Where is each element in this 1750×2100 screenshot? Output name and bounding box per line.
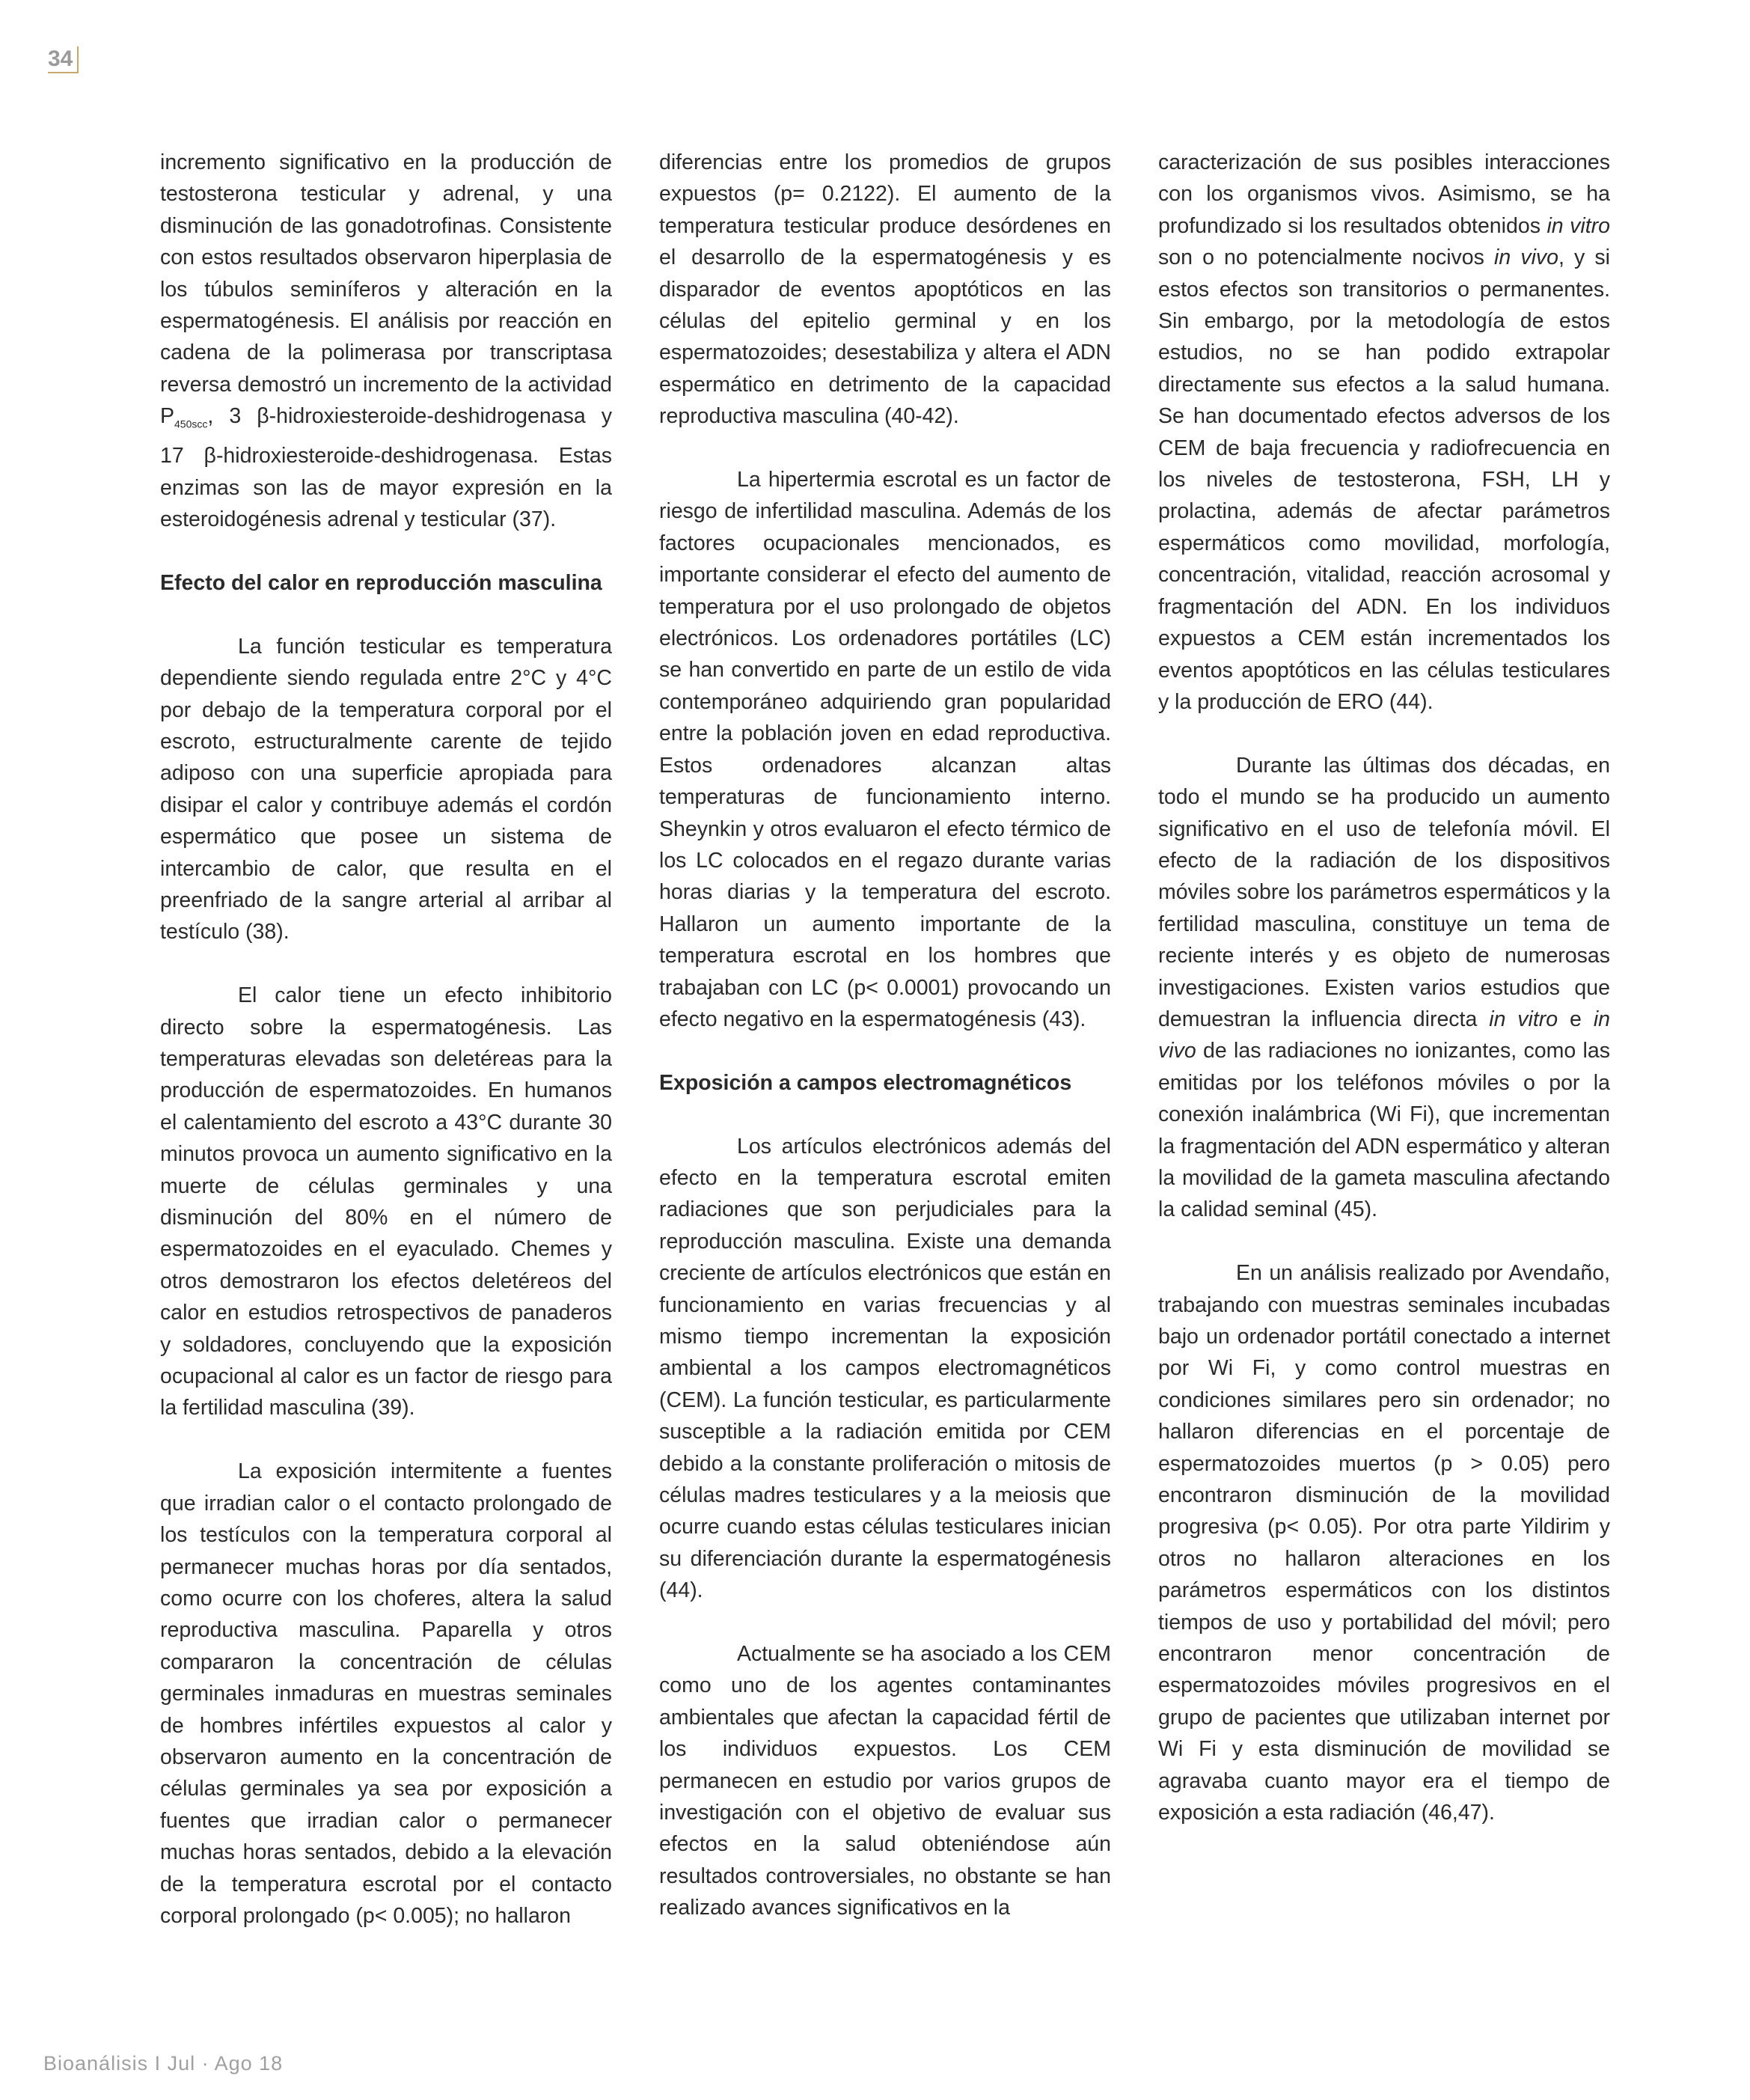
paragraph: diferencias entre los promedios de grupos expuestos (p= 0.2122). El aumento de la temperatura testicular produce desórdenes en el desarrollo de la espermatogénesis y es disparador de eventos apoptóticos en las células del epitelio germinal y en los espermatozoides; desestabiliza y altera el ADN espermático en detrimento de la capacidad reproductiva masculina (40-42). [659, 150, 1111, 429]
text-column-3 [1158, 147, 1610, 1829]
italic-term: in vitro [1489, 1007, 1558, 1031]
paragraph-text: de las radiaciones no ionizantes, como las emitidas por los teléfonos móviles o por la conexión inalámbrica (Wi Fi), que incrementan la fragmentación del ADN espermático y alteran la movilidad de la gameta masculina afectando la calidad seminal (45). [1158, 1039, 1610, 1222]
paragraph: La exposición intermitente a fuentes que irradian calor o el contacto prolongado de los testículos con la temperatura corporal al permanecer muchas horas por día sentados, como ocurre con los choferes, altera la salud reproductiva masculina. Paparella y otros compararon la concentración de células germinales inmaduras en muestras seminales de hombres infértiles expuestos al calor y observaron aumento en la concentración de células germinales ya sea por exposición a fuentes que irradian calor o permanecer muchas horas sentados, debido a la elevación de la temperatura escrotal por el contacto corporal prolongado (p< 0.005); no hallaron [160, 1459, 612, 1928]
paragraph: La hipertermia escrotal es un factor de riesgo de infertilidad masculina. Además de los factores ocupacionales mencionados, es importante considerar el efecto del aumento de temperatura por el uso prolongado de objetos electrónicos. Los ordenadores portátiles (LC) se han convertido en parte de un estilo de vida contemporáneo adquiriendo gran popularidad entre la población joven en edad reproductiva. Estos ordenadores alcanzan altas temperaturas de funcionamiento interno. Sheynkin y otros evaluaron el efecto térmico de los LC colocados en el regazo durante varias horas diarias y la temperatura del escroto. Hallaron un aumento importante de la temperatura escrotal en los hombres que trabajaban con LC (p< 0.0001) provocando un efecto negativo en la espermatogénesis (43). [659, 468, 1111, 1031]
paragraph-text: , 3 β-hidroxiesteroide-deshidrogenasa y 17 β-hidroxiesteroide-deshidrogenasa. Estas enzimas son las de mayor expresión en la esteroidogénesis adrenal y testicular (37). [160, 404, 612, 532]
paragraph-text: incremento significativo en la producción de testosterona testicular y adrenal, y una disminución de las gonadotrofinas. Consistente con estos resultados observaron hiperplasia de los túbulos seminíferos y alteración en la espermatogénesis. El análisis por reacción en cadena de la polimerasa por transcriptasa reversa demostró un incremento de la actividad P [160, 150, 612, 429]
section-heading: Efecto del calor en reproducción masculina [160, 570, 602, 595]
italic-term: in vitro [1546, 213, 1610, 238]
paragraph-text: caracterización de sus posibles interacciones con los organismos vivos. Asimismo, se ha profundizado si los resultados obtenidos [1158, 150, 1610, 238]
italic-term: in vivo [1494, 245, 1558, 270]
text-column-2 [659, 147, 1111, 1924]
paragraph [1158, 750, 1610, 1226]
paragraph: La función testicular es temperatura dependiente siendo regulada entre 2°C y 4°C por debajo de la temperatura corporal por el escroto, estructuralmente carente de tejido adiposo con una superficie apropiada para disipar el calor y contribuye además el cordón espermático que posee un sistema de intercambio de calor, que resulta en el preenfriado de la sangre arterial al arribar al testículo (38). [160, 634, 612, 944]
paragraph: Actualmente se ha asociado a los CEM como uno de los agentes contaminantes ambientales que afectan la capacidad fértil de los individuos expuestos. Los CEM permanecen en estudio por varios grupos de investigación con el objetivo de evaluar sus efectos en la salud obteniéndose aún resultados controversiales, no obstante se han realizado avances significativos en la [659, 1642, 1111, 1920]
italic-term: in vivo [1158, 1007, 1610, 1063]
paragraph-text: , y si estos efectos son transitorios o permanentes. Sin embargo, por la metodología de estos estudios, no se han podido extrapolar directamente sus efectos a la salud humana. Se han documentado efectos adversos de los CEM de baja frecuencia y radiofrecuencia en los niveles de testosterona, FSH, LH y prolactina, además de afectar parámetros espermáticos como movilidad, morfología, concentración, vitalidad, reacción acrosomal y fragmentación del ADN. En los individuos expuestos a CEM están incrementados los eventos apoptóticos en las células testiculares y la producción de ERO (44). [1158, 245, 1610, 714]
paragraph-text: son o no potencialmente nocivos [1158, 245, 1495, 270]
paragraph [1158, 147, 1610, 718]
text-column-1 [160, 147, 612, 1932]
subscript: 450scc [174, 418, 208, 430]
paragraph: En un análisis realizado por Avendaño, trabajando con muestras seminales incubadas bajo un ordenador portátil conectado a internet por Wi Fi, y como control muestras en condiciones similares pero sin ordenador; no hallaron diferencias en el porcentaje de espermatozoides muertos (p > 0.05) pero encontraron disminución de la movilidad progresiva (p< 0.05). Por otra parte Yildirim y otros no hallaron alteraciones en los parámetros espermáticos con los distintos tiempos de uso y portabilidad del móvil; pero encontraron menor concentración de espermatozoides móviles progresivos en el grupo de pacientes que utilizaban internet por Wi Fi y esta disminución de movilidad se agravaba cuanto mayor era el tiempo de exposición a esta radiación (46,47). [1158, 1261, 1610, 1825]
page-number: 34 [48, 46, 79, 73]
section-heading: Exposición a campos electromagnéticos [659, 1070, 1072, 1095]
paragraph-text: e [1558, 1007, 1594, 1031]
footer-journal: Bioanálisis I Jul · Ago 18 [43, 2052, 284, 2075]
paragraph: El calor tiene un efecto inhibitorio directo sobre la espermatogénesis. Las temperaturas elevadas son deletéreas para la producción de espermatozoides. En humanos el calentamiento del escroto a 43°C durante 30 minutos provoca un aumento significativo en la muerte de células germinales y una disminución del 80% en el número de espermatozoides en el eyaculado. Chemes y otros demostraron los efectos deletéreos del calor en estudios retrospectivos de panaderos y soldadores, concluyendo que la exposición ocupacional al calor es un factor de riesgo para la fertilidad masculina (39). [160, 983, 612, 1420]
paragraph-text: Durante las últimas dos décadas, en todo el mundo se ha producido un aumento significativo en el uso de telefonía móvil. El efecto de la radiación de los dispositivos móviles sobre los parámetros espermáticos y la fertilidad masculina, constituye un tema de reciente interés y es objeto de numerosas investigaciones. Existen varios estudios que demuestran la influencia directa [1158, 753, 1610, 1031]
paragraph: Los artículos electrónicos además del efecto en la temperatura escrotal emiten radiaciones que son perjudiciales para la reproducción masculina. Existe una demanda creciente de artículos electrónicos que están en funcionamiento en varias frecuencias y al mismo tiempo incrementan la exposición ambiental a los campos electromagnéticos (CEM). La función testicular, es particularmente susceptible a la radiación emitida por CEM debido a la constante proliferación o mitosis de células madres testiculares y a la meiosis que ocurre cuando estas células testiculares inician su diferenciación durante la espermatogénesis (44). [659, 1134, 1111, 1603]
paragraph [160, 147, 612, 536]
